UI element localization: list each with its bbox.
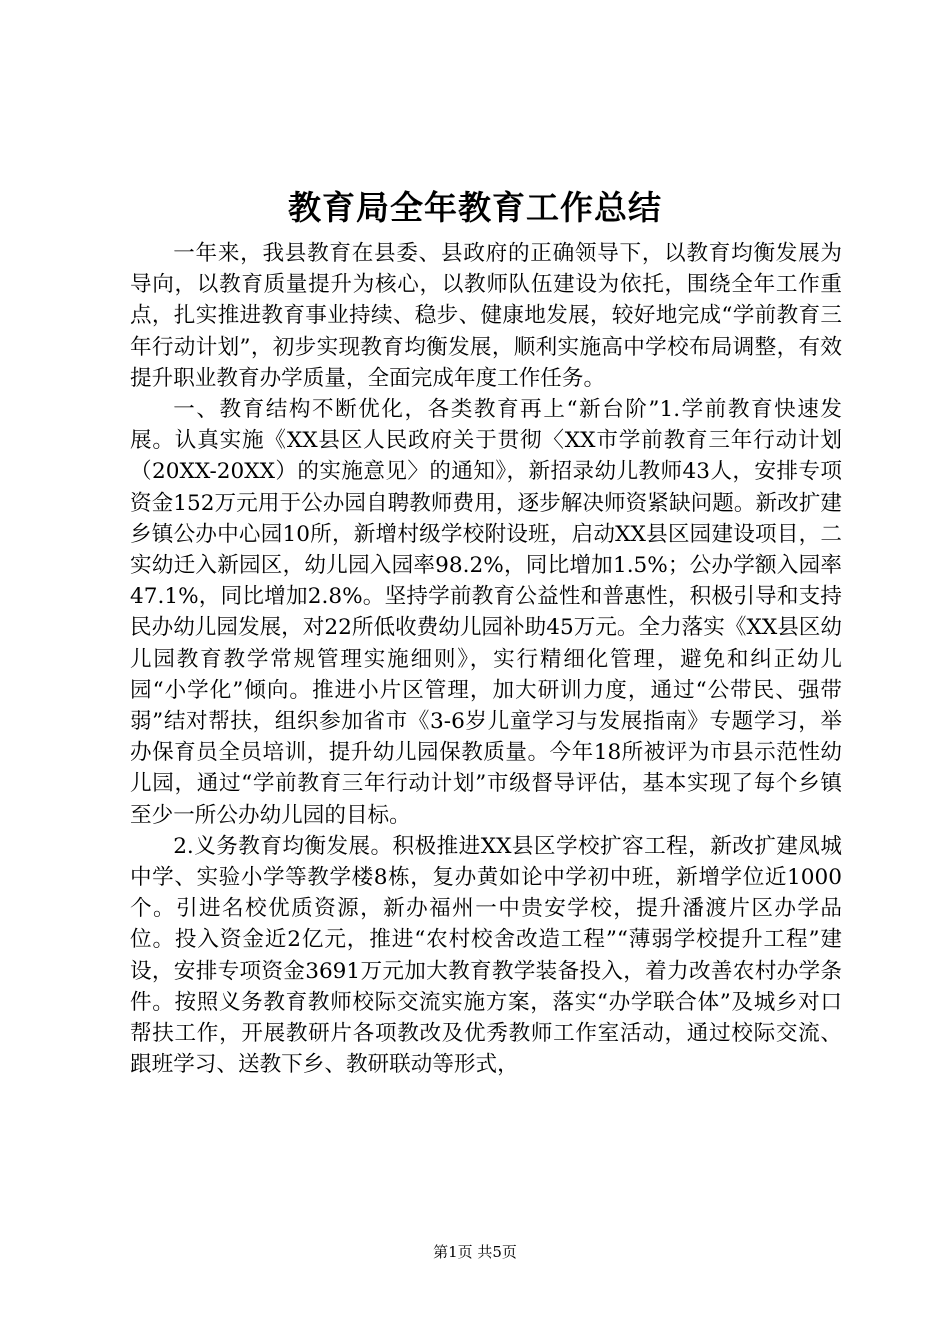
document-body (130, 238, 842, 1080)
paragraph-intro: 一年来，我县教育在县委、县政府的正确领导下，以教育均衡发展为导向，以教育质量提升为核心，以教师队伍建设为依托，围绕全年工作重点，扎实推进教育事业持续、稳步、健康地发展，较好地完成“学前教育三年行动计划”，初步实现教育均衡发展，顺利实施高中学校布局调整，有效提升职业教育办学质量，全面完成年度工作任务。 (130, 241, 842, 391)
document-title: 教育局全年教育工作总结 (288, 188, 662, 227)
page-footer: 第1页 共5页 (433, 1243, 517, 1261)
paragraph-section-1: 一、教育结构不断优化，各类教育再上“新台阶”1.学前教育快速发展。认真实施《XX县区人民政府关于贯彻〈XX市学前教育三年行动计划（20XX-20XX）的实施意见〉的通知》，新招录幼儿教师43人，安排专项资金152万元用于公办园自聘教师费用，逐步解决师资紧缺问题。新改扩建乡镇公办中心园10所，新增村级学校附设班，启动XX县区园建设项目，二实幼迁入新园区，幼儿园入园率98.2%，同比增加1.5%；公办学额入园率47.1%，同比增加2.8%。坚持学前教育公益性和普惠性，积极引导和支持民办幼儿园发展，对22所低收费幼儿园补助45万元。全力落实《XX县区幼儿园教育教学常规管理实施细则》，实行精细化管理，避免和纠正幼儿园“小学化”倾向。推进小片区管理，加大研训力度，通过“公带民、强带弱”结对帮扶，组织参加省市《3-6岁儿童学习与发展指南》专题学习，举办保育员全员培训，提升幼儿园保教质量。今年18所被评为市县示范性幼儿园，通过“学前教育三年行动计划”市级督导评估，基本实现了每个乡镇至少一所公办幼儿园的目标。 (130, 397, 842, 828)
paragraph-section-2: 2.义务教育均衡发展。积极推进XX县区学校扩容工程，新改扩建凤城中学、实验小学等教学楼8栋，复办黄如论中学初中班，新增学位近1000个。引进名校优质资源，新办福州一中贵安学校，提升潘渡片区办学品位。投入资金近2亿元，推进“农村校舍改造工程”“薄弱学校提升工程”建设，安排专项资金3691万元加大教育教学装备投入，着力改善农村办学条件。按照义务教育教师校际交流实施方案，落实“办学联合体”及城乡对口帮扶工作，开展教研片各项教改及优秀教师工作室活动，通过校际交流、跟班学习、送教下乡、教研联动等形式， (130, 833, 842, 1078)
